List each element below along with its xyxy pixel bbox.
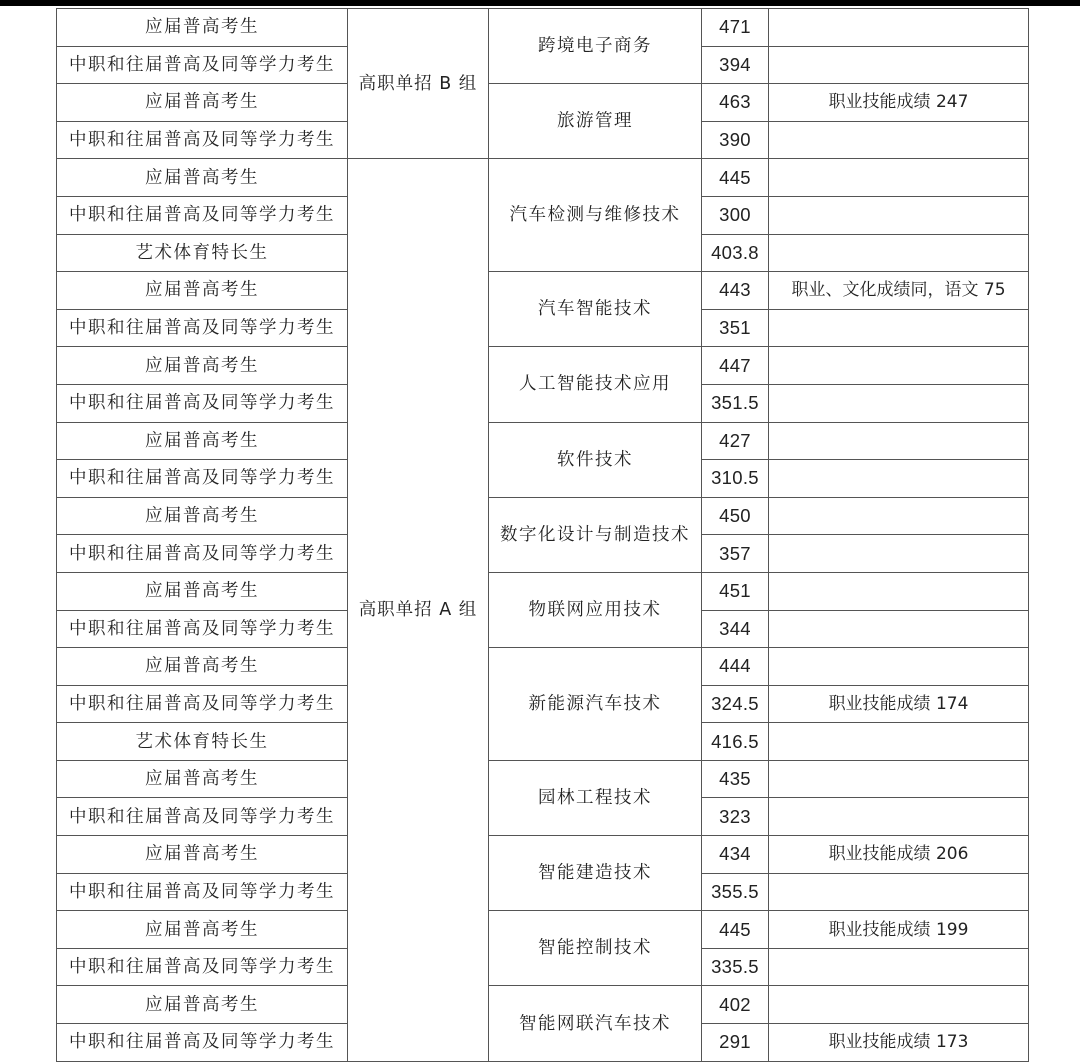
admission-group-cell: 高职单招 A 组	[348, 159, 489, 1061]
minimum-score-cell: 390	[702, 121, 769, 159]
table-row	[57, 272, 1029, 310]
remark-cell: 职业技能成绩 173	[769, 1024, 1029, 1062]
remark-cell	[769, 347, 1029, 385]
candidate-category-cell: 中职和往届普高及同等学力考生	[57, 1024, 348, 1062]
minimum-score-cell: 435	[702, 760, 769, 798]
major-name-cell: 人工智能技术应用	[489, 347, 702, 422]
candidate-category-cell: 中职和往届普高及同等学力考生	[57, 873, 348, 911]
candidate-category-cell: 应届普高考生	[57, 159, 348, 197]
minimum-score-cell: 291	[702, 1024, 769, 1062]
minimum-score-cell: 416.5	[702, 723, 769, 761]
major-name-cell: 智能控制技术	[489, 911, 702, 986]
remark-cell	[769, 648, 1029, 686]
minimum-score-cell: 444	[702, 648, 769, 686]
top-edge-bar	[0, 0, 1080, 6]
remark-cell: 职业技能成绩 199	[769, 911, 1029, 949]
minimum-score-cell: 427	[702, 422, 769, 460]
minimum-score-cell: 447	[702, 347, 769, 385]
remark-cell	[769, 873, 1029, 911]
major-name-cell: 汽车检测与维修技术	[489, 159, 702, 272]
remark-cell: 职业技能成绩 174	[769, 685, 1029, 723]
minimum-score-cell: 471	[702, 9, 769, 47]
remark-cell	[769, 610, 1029, 648]
candidate-category-cell: 中职和往届普高及同等学力考生	[57, 685, 348, 723]
remark-cell	[769, 572, 1029, 610]
major-name-cell: 智能网联汽车技术	[489, 986, 702, 1061]
minimum-score-cell: 344	[702, 610, 769, 648]
remark-cell	[769, 460, 1029, 498]
minimum-score-cell: 443	[702, 272, 769, 310]
major-name-cell: 新能源汽车技术	[489, 648, 702, 761]
candidate-category-cell: 艺术体育特长生	[57, 234, 348, 272]
minimum-score-cell: 445	[702, 159, 769, 197]
minimum-score-cell: 355.5	[702, 873, 769, 911]
table-row	[57, 497, 1029, 535]
candidate-category-cell: 中职和往届普高及同等学力考生	[57, 121, 348, 159]
candidate-category-cell: 中职和往届普高及同等学力考生	[57, 798, 348, 836]
remark-cell	[769, 422, 1029, 460]
major-name-cell: 园林工程技术	[489, 760, 702, 835]
candidate-category-cell: 应届普高考生	[57, 272, 348, 310]
score-table-body	[57, 9, 1029, 1062]
major-name-cell: 智能建造技术	[489, 836, 702, 911]
table-row	[57, 84, 1029, 122]
minimum-score-cell: 351.5	[702, 384, 769, 422]
major-name-cell: 跨境电子商务	[489, 9, 702, 84]
remark-cell	[769, 497, 1029, 535]
candidate-category-cell: 中职和往届普高及同等学力考生	[57, 384, 348, 422]
table-row	[57, 422, 1029, 460]
candidate-category-cell: 应届普高考生	[57, 347, 348, 385]
remark-cell	[769, 196, 1029, 234]
remark-cell	[769, 159, 1029, 197]
candidate-category-cell: 中职和往届普高及同等学力考生	[57, 196, 348, 234]
minimum-score-cell: 434	[702, 836, 769, 874]
candidate-category-cell: 应届普高考生	[57, 572, 348, 610]
candidate-category-cell: 应届普高考生	[57, 422, 348, 460]
candidate-category-cell: 应届普高考生	[57, 836, 348, 874]
table-row	[57, 836, 1029, 874]
candidate-category-cell: 应届普高考生	[57, 911, 348, 949]
remark-cell: 职业、文化成绩同，语文 75	[769, 272, 1029, 310]
admission-score-sheet	[56, 8, 1029, 1062]
remark-cell	[769, 986, 1029, 1024]
minimum-score-cell: 324.5	[702, 685, 769, 723]
table-row	[57, 760, 1029, 798]
candidate-category-cell: 中职和往届普高及同等学力考生	[57, 610, 348, 648]
candidate-category-cell: 应届普高考生	[57, 760, 348, 798]
minimum-score-cell: 450	[702, 497, 769, 535]
table-row	[57, 648, 1029, 686]
minimum-score-cell: 403.8	[702, 234, 769, 272]
table-row	[57, 572, 1029, 610]
minimum-score-cell: 463	[702, 84, 769, 122]
major-name-cell: 汽车智能技术	[489, 272, 702, 347]
candidate-category-cell: 应届普高考生	[57, 648, 348, 686]
candidate-category-cell: 应届普高考生	[57, 9, 348, 47]
remark-cell	[769, 760, 1029, 798]
minimum-score-cell: 402	[702, 986, 769, 1024]
table-row	[57, 986, 1029, 1024]
admission-group-cell: 高职单招 B 组	[348, 9, 489, 159]
candidate-category-cell: 中职和往届普高及同等学力考生	[57, 948, 348, 986]
table-row	[57, 159, 1029, 197]
remark-cell	[769, 121, 1029, 159]
minimum-score-cell: 451	[702, 572, 769, 610]
remark-cell	[769, 384, 1029, 422]
minimum-score-cell: 445	[702, 911, 769, 949]
minimum-score-cell: 323	[702, 798, 769, 836]
remark-cell: 职业技能成绩 206	[769, 836, 1029, 874]
remark-cell	[769, 234, 1029, 272]
candidate-category-cell: 中职和往届普高及同等学力考生	[57, 309, 348, 347]
remark-cell	[769, 948, 1029, 986]
remark-cell	[769, 535, 1029, 573]
minimum-score-cell: 394	[702, 46, 769, 84]
minimum-score-cell: 335.5	[702, 948, 769, 986]
remark-cell	[769, 309, 1029, 347]
table-row	[57, 911, 1029, 949]
table-row	[57, 9, 1029, 47]
minimum-score-cell: 351	[702, 309, 769, 347]
major-name-cell: 旅游管理	[489, 84, 702, 159]
candidate-category-cell: 艺术体育特长生	[57, 723, 348, 761]
candidate-category-cell: 应届普高考生	[57, 986, 348, 1024]
major-name-cell: 数字化设计与制造技术	[489, 497, 702, 572]
candidate-category-cell: 应届普高考生	[57, 84, 348, 122]
remark-cell	[769, 9, 1029, 47]
remark-cell	[769, 723, 1029, 761]
major-name-cell: 物联网应用技术	[489, 572, 702, 647]
minimum-score-cell: 310.5	[702, 460, 769, 498]
admission-score-table	[56, 8, 1029, 1062]
candidate-category-cell: 中职和往届普高及同等学力考生	[57, 535, 348, 573]
remark-cell	[769, 798, 1029, 836]
minimum-score-cell: 300	[702, 196, 769, 234]
candidate-category-cell: 中职和往届普高及同等学力考生	[57, 460, 348, 498]
table-row	[57, 347, 1029, 385]
candidate-category-cell: 应届普高考生	[57, 497, 348, 535]
remark-cell: 职业技能成绩 247	[769, 84, 1029, 122]
major-name-cell: 软件技术	[489, 422, 702, 497]
remark-cell	[769, 46, 1029, 84]
candidate-category-cell: 中职和往届普高及同等学力考生	[57, 46, 348, 84]
minimum-score-cell: 357	[702, 535, 769, 573]
